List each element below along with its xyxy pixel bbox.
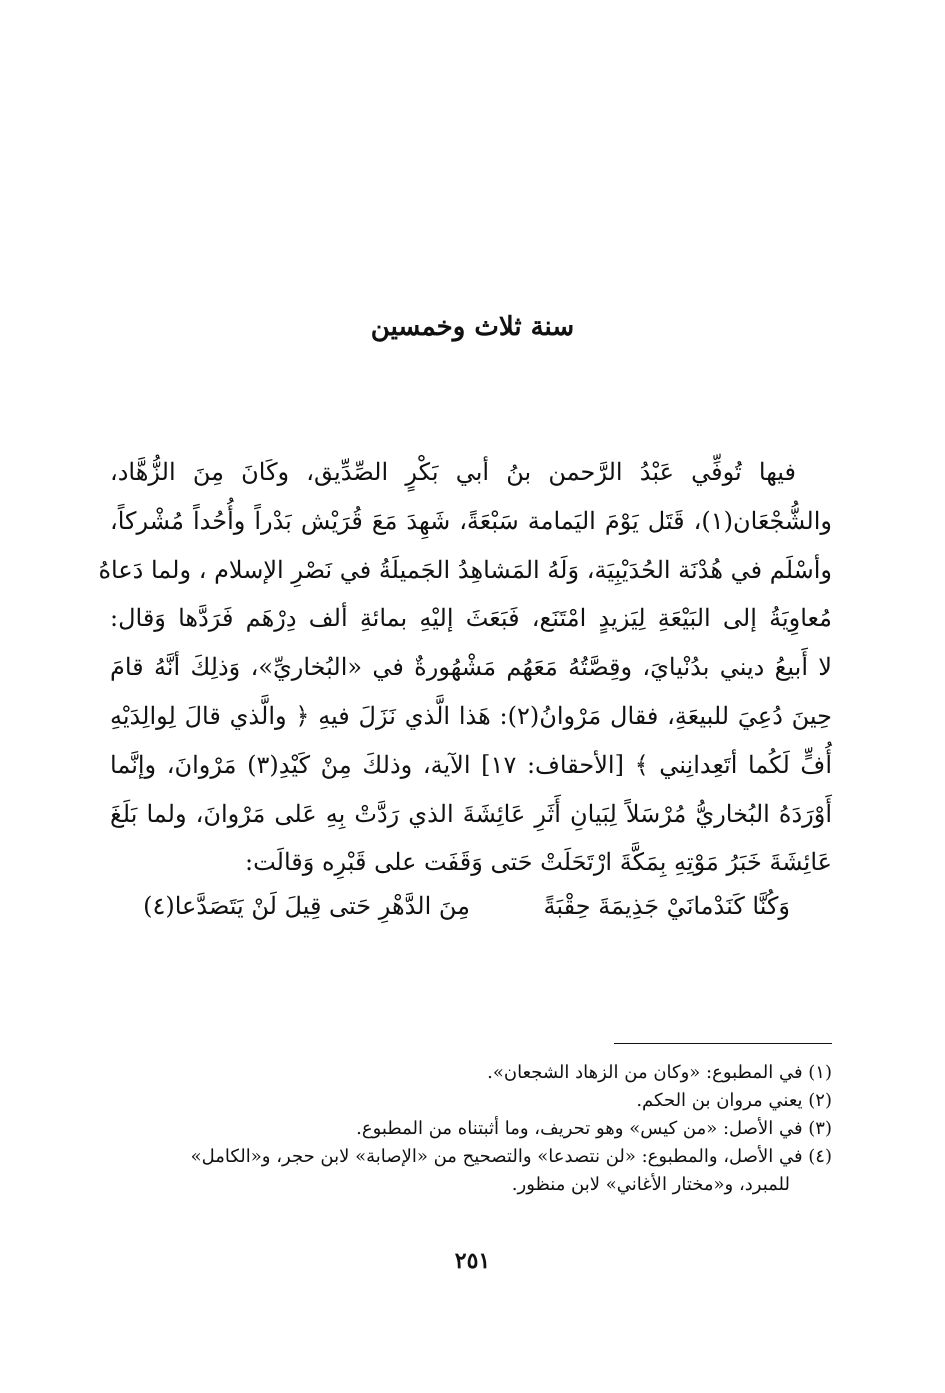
- body-line: أَوْرَدَهُ البُخاريُّ مُرْسَلاً لِبَيانِ أَثَرِ عَائِشَةَ الذي رَدَّتْ بِهِ عَلى مَرْوانَ، ولما بَلَغَ: [110, 799, 832, 828]
- footnote-2: (٢) يعني مروان بن الحكم.: [636, 1090, 832, 1111]
- footnote-4-continuation: للمبرد، و«مختار الأغاني» لابن منظور.: [511, 1174, 790, 1195]
- body-line: مُعاوِيَةُ إلى البَيْعَةِ لِيَزيدٍ امْتَنَع، فَبَعَثَ إليْهِ بمائةِ ألف دِرْهَم فَرَدَّها وَقال:: [110, 604, 832, 633]
- verse-first-hemistich: وَكُنَّا كَنَدْمانَيْ جَذِيمَةَ حِقْبَةً: [543, 892, 790, 920]
- body-line: لا أَبيعُ ديني بدُنْيايَ، وقِصَّتُهُ مَعَهُم مَشْهُورةٌ في «البُخاريِّ»، وَذلِكَ أنَّهُ قامَ: [110, 653, 832, 682]
- body-line: فيها تُوفِّي عَبْدُ الرَّحمن بنُ أبي بَكْرٍ الصِّدِّيق، وكَانَ مِنَ الزُّهَّاد،: [110, 458, 796, 486]
- body-line: حِينَ دُعِيَ للبيعَةِ، فقال مَرْوانُ(٢): هَذا الَّذي نَزَلَ فيهِ ﴿ والَّذي قالَ لِوالِدَيْهِ: [110, 701, 833, 730]
- body-line: والشُّجْعَان(١)، قَتَل يَوْمَ اليَمامة سَبْعَةً، شَهِدَ مَعَ قُرَيْش بَدْراً وأُحُداً مُشْركاً،: [110, 506, 832, 535]
- footnote-3: (٣) في الأصل: «من كيس» وهو تحريف، وما أثبتناه من المطبوع.: [356, 1118, 832, 1139]
- footnote-4: (٤) في الأصل، والمطبوع: «لن نتصدعا» والتصحيح من «الإصابة» لابن حجر، و«الكامل»: [190, 1146, 832, 1167]
- body-paragraph: [98, 448, 833, 887]
- chapter-title: سنة ثلاث وخمسين: [370, 312, 575, 342]
- footnote-separator: [614, 1043, 832, 1044]
- footnote-1: (١) في المطبوع: «وكان من الزهاد الشجعان».: [487, 1062, 832, 1083]
- verse-second-hemistich: مِنَ الدَّهْرِ حَتى قِيلَ لَنْ يَتَصَدَّعا(٤): [143, 892, 470, 920]
- poetry-verse: [143, 886, 790, 926]
- footnotes: [110, 1060, 832, 1198]
- body-line: عَائِشَةَ خَبَرُ مَوْتِهِ بِمَكَّةَ ارْتَحَلَتْ حَتى وَقَفَت على قَبْرِه وَقالَت:: [245, 848, 832, 877]
- body-line: وأسْلَم في هُدْنَة الحُدَيْبِيَة، وَلَهُ المَشاهِدُ الجَميلَةُ في نَصْرِ الإسلام ، ولما دَعاهُ: [98, 555, 832, 584]
- body-line: أُفٍّ لَكُما أتَعِدانِني ﴾ [الأحقاف: ١٧] الآية، وذلكَ مِنْ كَيْدِ(٣) مَرْوانَ، وإنَّما: [110, 750, 832, 779]
- page-number: ٢٥١: [454, 1248, 491, 1274]
